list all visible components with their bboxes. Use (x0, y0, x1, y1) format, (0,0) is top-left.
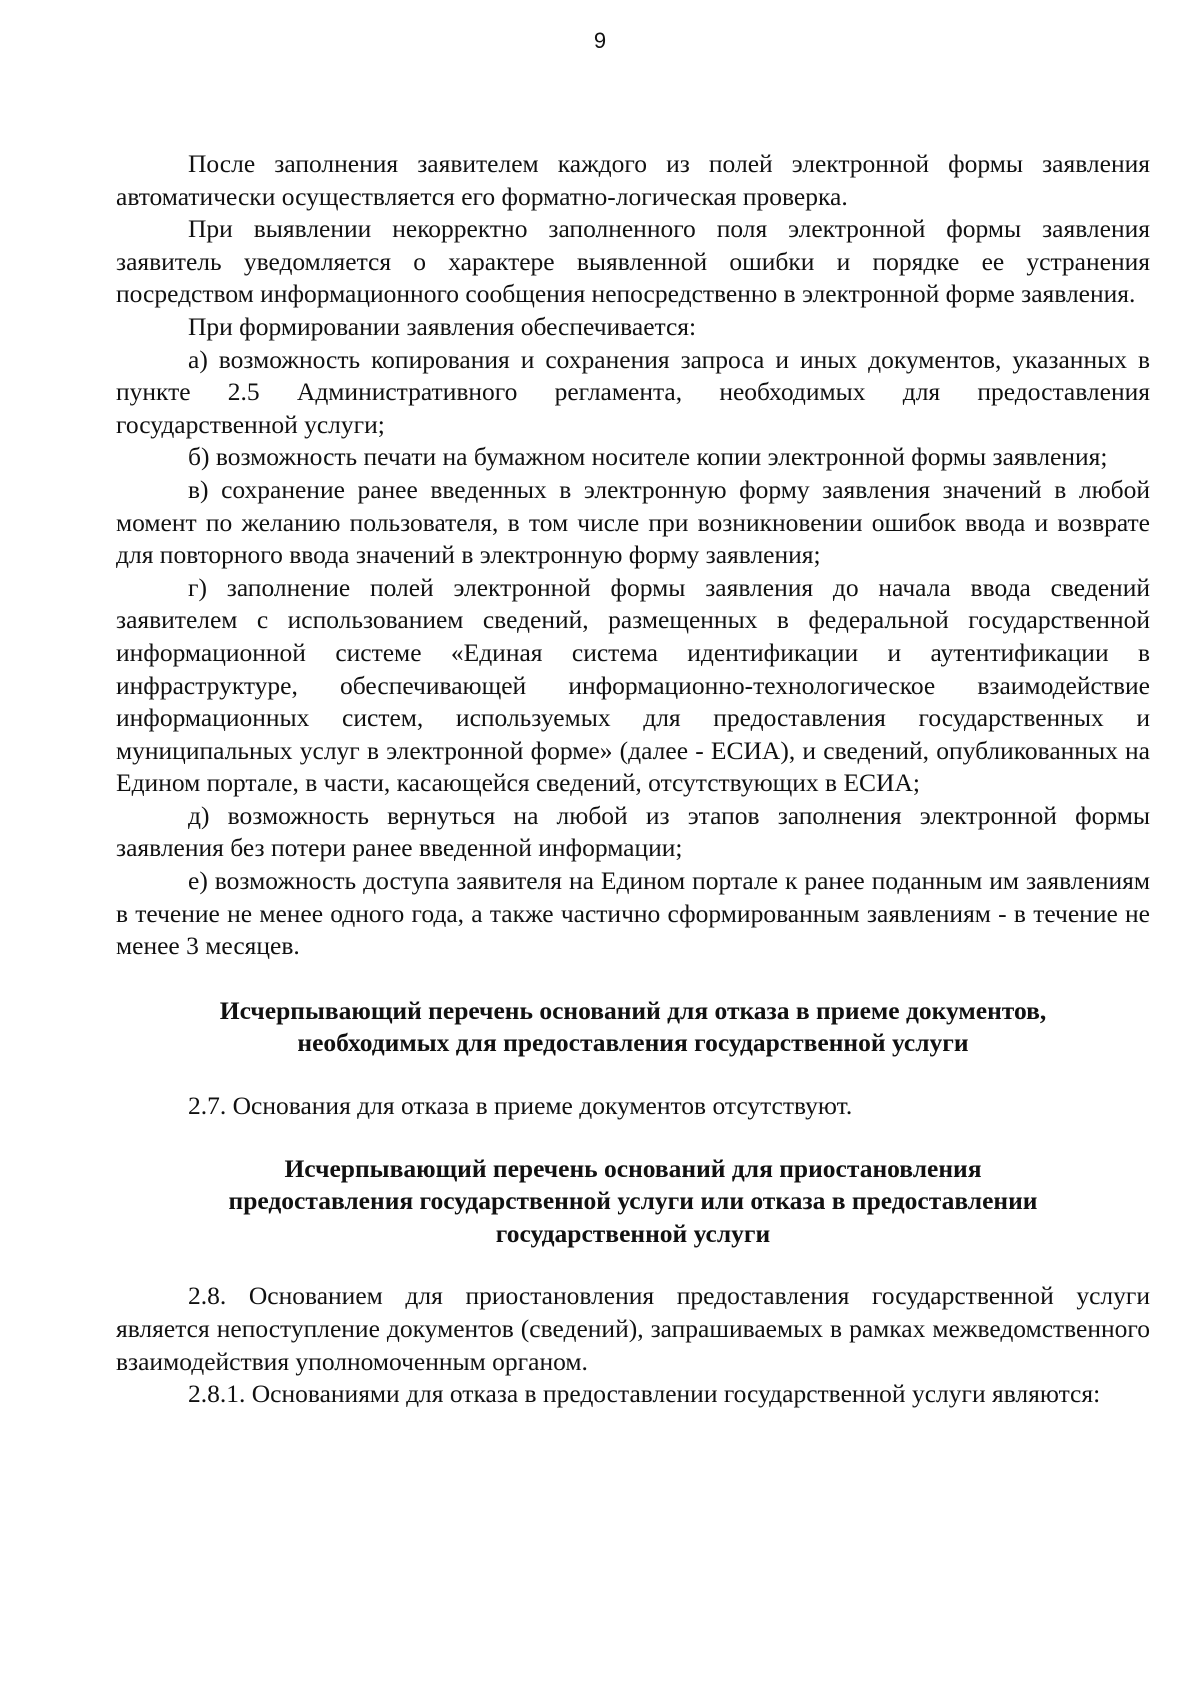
paragraph-item-e: е) возможность доступа заявителя на Едином портале к ранее поданным им заявлениям в течение не менее одного года, а также частично сформированным заявлениям - в течение не менее 3 месяцев. (116, 866, 1150, 961)
paragraph-item-d: д) возможность вернуться на любой из этапов заполнения электронной формы заявления без потери ранее введенной информации; (116, 800, 1150, 863)
paragraph-item-g: г) заполнение полей электронной формы заявления до начала ввода сведений заявителем с использованием сведений, размещенных в федеральной государственной информационной системе «Единая система идентификации и аутентификации в инфраструктуре, обеспечивающей информационно-технологическое взаимодействие информационных систем, используемых для предоставления государственных и муниципальных услуг в электронной форме» (далее - ЕСИА), и сведений, опубликованных на Едином портале, в части, касающейся сведений, отсутствующих в ЕСИА; (116, 572, 1150, 798)
paragraph-item-b: б) возможность печати на бумажном носителе копии электронной формы заявления; (188, 442, 1108, 472)
paragraph-provisions-intro: При формировании заявления обеспечивается: (188, 311, 697, 341)
section-heading-suspension-refusal (116, 1153, 1150, 1251)
paragraph-2-8: 2.8. Основанием для приостановления предоставления государственной услуги является непоступление документов (сведений), запрашиваемых в рамках межведомственного взаимодействия уполномоченным органом. (116, 1281, 1150, 1376)
paragraph-error-notice: При выявлении некорректно заполненного поля электронной формы заявления заявитель уведомляется о характере выявленной ошибки и порядке ее устранения посредством информационного сообщения непосредственно в электронной форме заявления. (116, 214, 1150, 309)
heading-line: предоставления государственной услуги или отказа в предоставлении (228, 1186, 1038, 1216)
heading-line: государственной услуги (495, 1218, 771, 1248)
paragraph-2-8-1: 2.8.1. Основаниями для отказа в предоставлении государственной услуги являются: (188, 1379, 1101, 1409)
paragraph-format-check: После заполнения заявителем каждого из полей электронной формы заявления автоматически осуществляется его форматно-логическая проверка. (116, 149, 1150, 211)
page-number: 9 (593, 28, 607, 53)
section-heading-refusal-acceptance (116, 995, 1150, 1060)
paragraph-item-v: в) сохранение ранее введенных в электронную форму заявления значений в любой момент по желанию пользователя, в том числе при возникновении ошибок ввода и возврате для повторного ввода значений в электронную форму заявления; (116, 474, 1150, 570)
paragraph-2-7: 2.7. Основания для отказа в приеме документов отсутствуют. (188, 1091, 853, 1121)
paragraph-item-a: а) возможность копирования и сохранения запроса и иных документов, указанных в пункте 2.5 Административного регламента, необходимых для предоставления государственной услуги; (116, 344, 1150, 439)
heading-line: Исчерпывающий перечень оснований для приостановления (284, 1153, 982, 1183)
document-body (116, 148, 1150, 1411)
heading-line: Исчерпывающий перечень оснований для отказа в приеме документов, (219, 995, 1047, 1025)
heading-line: необходимых для предоставления государственной услуги (297, 1028, 969, 1058)
